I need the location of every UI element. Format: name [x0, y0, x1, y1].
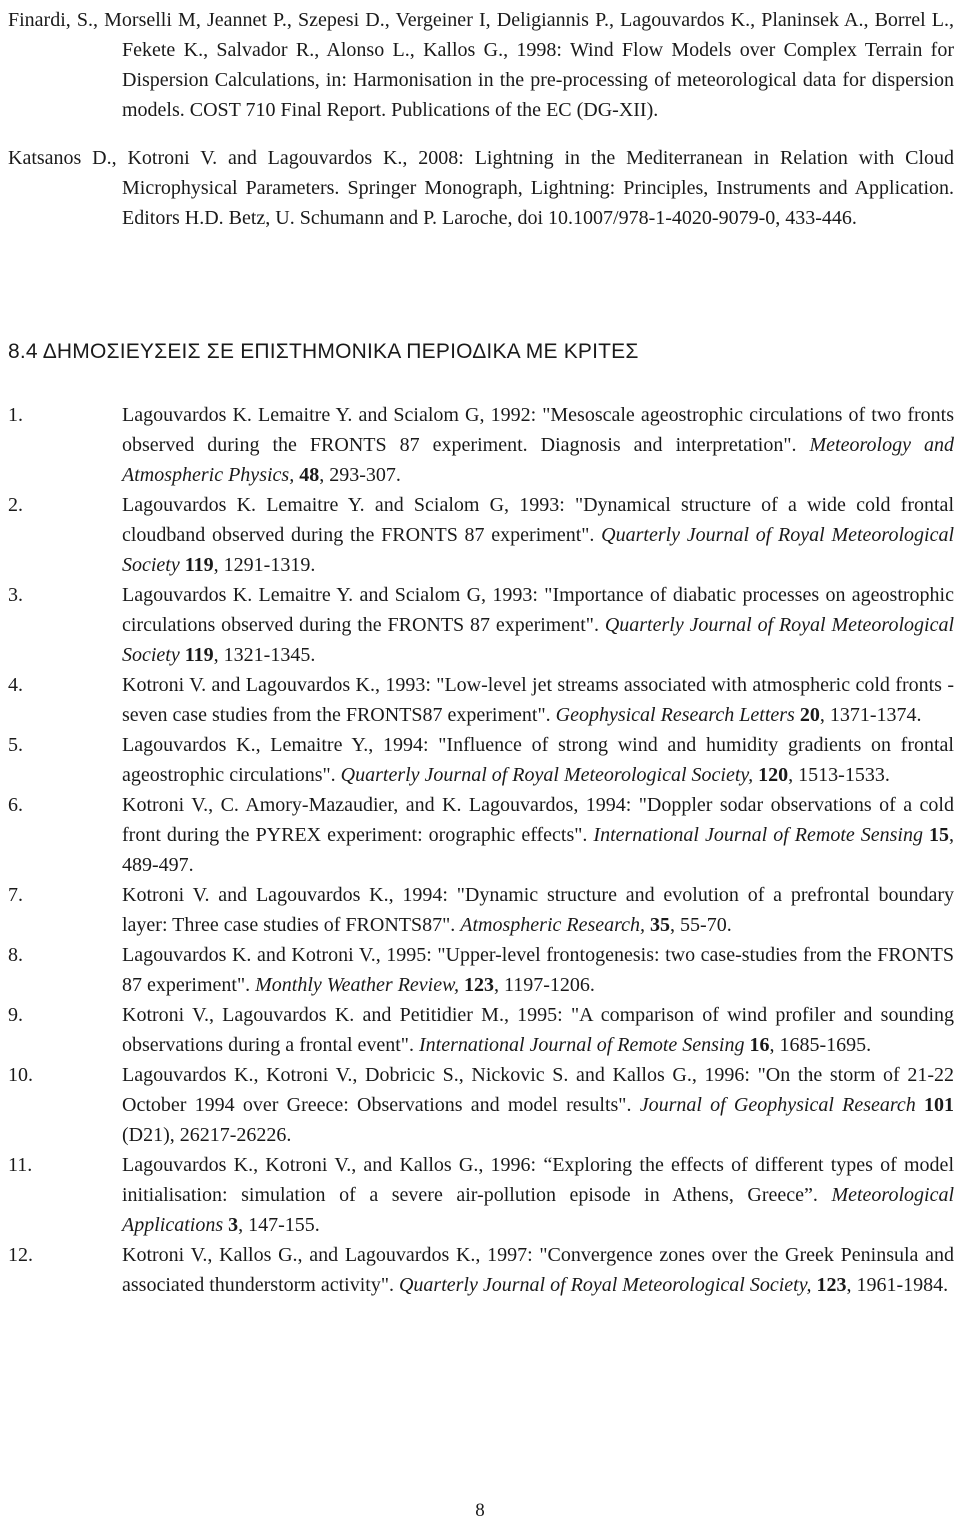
publication-item [8, 940, 954, 1000]
publication-citation: Lagouvardos K. Lemaitre Y. and Scialom G, 1993: "Importance of diabatic processes on ageostrophic circulations observed during the FRONTS 87 experiment". [122, 584, 954, 636]
publication-pages: , 1961-1984. [846, 1274, 949, 1296]
journal-name: Quarterly Journal of Royal Meteorological Society [122, 614, 955, 666]
section-title: ΔΗΜΟΣΙΕΥΣΕΙΣ ΣΕ ΕΠΙΣΤΗΜΟΝΙΚΑ ΠΕΡΙΟΔΙΚΑ ΜΕ ΚΡΙΤΕΣ [42, 340, 639, 363]
publication-citation: Lagouvardos K. Lemaitre Y. and Scialom G, 1993: "Dynamical structure of a wide cold frontal cloudband observed during the FRONTS 87 experiment". [122, 494, 954, 546]
journal-name: Journal of Geophysical Research [639, 1094, 916, 1116]
publication-pages: , 1321-1345. [213, 644, 316, 666]
journal-volume: 20 [799, 704, 820, 726]
journal-volume: 119 [184, 554, 214, 576]
publication-citation: Kotroni V. and Lagouvardos K., 1993: "Low-level jet streams associated with atmospheric cold fronts - seven case studies from the FRONTS87 experiment". [122, 674, 954, 726]
publication-pages: , 55-70. [670, 914, 732, 936]
journal-volume: 123 [816, 1274, 847, 1296]
journal-volume: 3 [228, 1214, 239, 1236]
publication-citation: Lagouvardos K. and Kotroni V., 1995: "Upper-level frontogenesis: two case-studies from the FRONTS 87 experiment". [122, 944, 954, 996]
journal-name: Meteorology and Atmospheric Physics, [122, 434, 954, 486]
journal-name: Geophysical Research Letters [555, 704, 795, 726]
publication-pages: (D21), 26217-26226. [122, 1124, 292, 1146]
publication-item [8, 1150, 954, 1240]
publication-item [8, 880, 954, 940]
publication-item [8, 1240, 954, 1300]
publication-citation: Kotroni V., Lagouvardos K. and Petitidier M., 1995: "A comparison of wind profiler and sounding observations during a frontal event". [122, 1004, 954, 1056]
publication-number: 5. [8, 734, 23, 756]
publication-number: 7. [8, 884, 23, 906]
publication-pages: , 1513-1533. [788, 764, 890, 786]
publication-pages: , 1291-1319. [213, 554, 316, 576]
publication-item [8, 580, 954, 670]
publication-number: 2. [8, 494, 23, 516]
journal-name: International Journal of Remote Sensing [418, 1034, 745, 1056]
publication-list [8, 400, 954, 1300]
journal-volume: 35 [650, 914, 671, 936]
publication-pages: , 1371-1374. [819, 704, 922, 726]
reference-katsanos [8, 143, 954, 233]
journal-name: Meteorological Applications [122, 1184, 954, 1236]
publication-item [8, 490, 954, 580]
journal-volume: 120 [758, 764, 789, 786]
publication-citation: Lagouvardos K., Kotroni V., Dobricic S., Nickovic S. and Kallos G., 1996: "On the storm of 21-22 October 1994 over Greece: Observations and model results". [122, 1064, 954, 1116]
journal-volume: 101 [924, 1094, 955, 1116]
reference-text: Finardi, S., Morselli M, Jeannet P., Szepesi D., Vergeiner I, Deligiannis P., Lagouvardos K., Planinsek A., Borrel L., Fekete K., Salvador R., Alonso L., Kallos G., 1998: Wind Flow Models over Complex Terrain for Dispersion Calculations, in: Harmonisation in the pre-processing of meteorological data for dispersion models. COST 710 Final Report. Publications of the EC (DG-XII). [8, 9, 954, 121]
journal-volume: 15 [929, 824, 949, 846]
publication-citation: Lagouvardos K., Kotroni V., and Kallos G., 1996: “Exploring the effects of different types of model initialisation: simulation of a severe air-pollution episode in Athens, Greece”. [122, 1154, 954, 1206]
journal-volume: 123 [463, 974, 494, 996]
section-heading [8, 340, 639, 364]
publication-citation: Lagouvardos K., Lemaitre Y., 1994: "Influence of strong wind and humidity gradients on frontal ageostrophic circulations". [122, 734, 954, 786]
publication-citation: Kotroni V., C. Amory-Mazaudier, and K. Lagouvardos, 1994: "Doppler sodar observations of a cold front during the PYREX experiment: orographic effects". [122, 794, 954, 846]
publication-citation: Lagouvardos K. Lemaitre Y. and Scialom G, 1992: "Mesoscale ageostrophic circulations of two fronts observed during the FRONTS 87 experiment. Diagnosis and interpretation". [122, 404, 954, 456]
journal-volume: 48 [299, 464, 320, 486]
publication-item [8, 1060, 954, 1150]
journal-name: Quarterly Journal of Royal Meteorological Society [122, 524, 954, 576]
section-number: 8.4 [8, 340, 38, 363]
publication-number: 6. [8, 794, 23, 816]
publication-pages: , 489-497. [122, 824, 954, 876]
publication-pages: , 147-155. [238, 1214, 320, 1236]
publication-number: 9. [8, 1004, 23, 1026]
publication-number: 11. [8, 1154, 33, 1176]
reference-text: Katsanos D., Kotroni V. and Lagouvardos K., 2008: Lightning in the Mediterranean in Relation with Cloud Microphysical Parameters. Springer Monograph, Lightning: Principles, Instruments and Application. Editors H.D. Betz, U. Schumann and P. Laroche, doi 10.1007/978-1-4020-9079-0, 433-446. [8, 147, 954, 229]
publication-item [8, 1000, 954, 1060]
publication-pages: , 1197-1206. [493, 974, 595, 996]
page-number: 8 [475, 1500, 485, 1521]
reference-finardi [8, 5, 954, 125]
publication-number: 8. [8, 944, 23, 966]
journal-volume: 119 [184, 644, 214, 666]
publication-item [8, 790, 954, 880]
publication-pages: , 293-307. [319, 464, 401, 486]
publication-item [8, 730, 954, 790]
journal-name: International Journal of Remote Sensing [593, 824, 923, 846]
publication-pages: , 1685-1695. [769, 1034, 872, 1056]
publication-citation: Kotroni V. and Lagouvardos K., 1994: "Dynamic structure and evolution of a prefrontal boundary layer: Three case studies of FRONTS87". [122, 884, 954, 936]
journal-name: Quarterly Journal of Royal Meteorological Society, [398, 1274, 812, 1296]
publication-citation: Kotroni V., Kallos G., and Lagouvardos K., 1997: "Convergence zones over the Greek Peninsula and associated thunderstorm activity". [122, 1244, 954, 1296]
publication-item [8, 670, 954, 730]
journal-name: Monthly Weather Review, [255, 974, 459, 996]
publication-number: 4. [8, 674, 23, 696]
publication-number: 10. [8, 1064, 33, 1086]
publication-number: 3. [8, 584, 23, 606]
publication-number: 12. [8, 1244, 33, 1266]
journal-volume: 16 [749, 1034, 770, 1056]
publication-number: 1. [8, 404, 23, 426]
journal-name: Atmospheric Research, [460, 914, 646, 936]
publication-item [8, 400, 954, 490]
journal-name: Quarterly Journal of Royal Meteorological Society, [340, 764, 754, 786]
